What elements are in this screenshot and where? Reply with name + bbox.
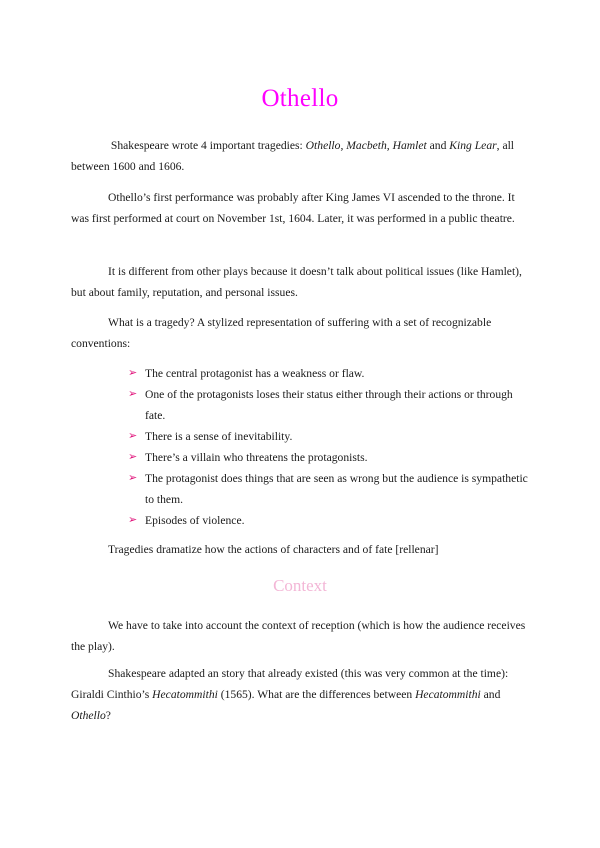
arrow-bullet-icon: ➢ [128,472,138,484]
list-item: ➢ There is a sense of inevitability. [128,426,528,447]
paragraph-tragedies-dramatize: Tragedies dramatize how the actions of characters and of fate [rellenar] [108,543,439,556]
document-title: Othello [261,85,339,112]
list-item: ➢ Episodes of violence. [128,510,528,531]
arrow-bullet-icon: ➢ [128,514,138,526]
paragraph-intro: Shakespeare wrote 4 important tragedies: Othello, Macbeth, Hamlet and King Lear, all between 1600 and 1606. [71,139,515,173]
paragraph-difference: It is different from other plays because it doesn’t talk about political issues (like Hamlet), but about family, reputation, and personal issues. [71,265,522,299]
arrow-bullet-icon: ➢ [128,451,138,463]
list-item: ➢ There’s a villain who threatens the protagonists. [128,447,528,468]
list-item: ➢ One of the protagonists loses their status either through their actions or through fate. [128,384,528,426]
arrow-bullet-icon: ➢ [128,430,138,442]
section-heading-context: Context [273,576,327,595]
paragraph-context-reception: We have to take into account the context of reception (which is how the audience receives the play). [71,619,526,653]
paragraph-tragedy-definition: What is a tragedy? A stylized representation of suffering with a set of recognizable conventions: [71,316,492,350]
list-item: ➢ The protagonist does things that are seen as wrong but the audience is sympathetic to them. [128,468,528,510]
paragraph-first-performance: Othello’s first performance was probably after King James VI ascended to the throne. It was first performed at court on November 1st, 1604. Later, it was performed in a public theatre. [71,191,515,225]
paragraph-adaptation: Shakespeare adapted an story that already existed (this was very common at the time): Giraldi Cinthio’s Hecatommithi (1565). What are the differences between Hecatommithi and Othello? [71,667,509,722]
conventions-list [128,363,528,531]
arrow-bullet-icon: ➢ [128,367,138,379]
arrow-bullet-icon: ➢ [128,388,138,400]
list-item: ➢ The central protagonist has a weakness or flaw. [128,363,528,384]
